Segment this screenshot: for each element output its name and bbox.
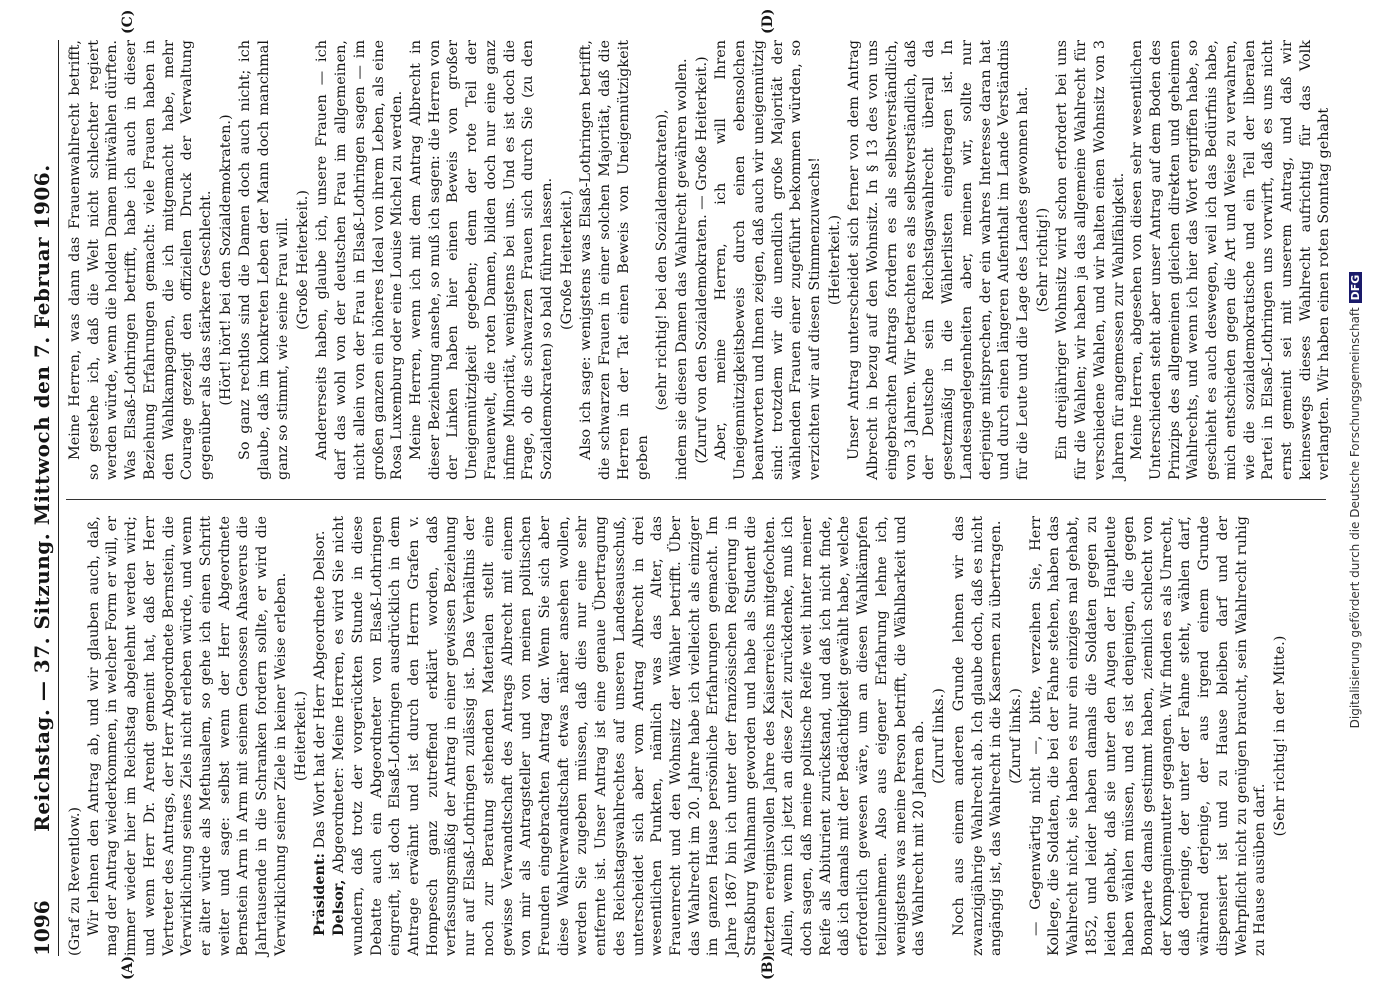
paragraph-text: Das Wort hat der Herr Abgeordnete Delsor.	[312, 530, 329, 849]
speaker-label: Delsor,	[330, 879, 348, 936]
margin-marker-c: (C)	[120, 9, 136, 34]
paragraph-text: Abgeordneter: Meine Herren, es wird Sie nicht wundern, daß trotz der vorgerückten Stunde in diese Debatte auch ein Abgeordneter von Elsaß-Lothringen eingreift, ist doch Elsaß-Lothringen ausdrücklich in dem Antrage erwähnt und ist durch den Herrn Grafen v. Hompesch ganz zutreffend erklärt worden, daß verfassungsmäßig der Antrag in einer gewissen Beziehung nur auf Elsaß-Lothringen zulässig ist. Das Verhältnis der noch zur Beratung stehenden Materialen stellt eine gewisse Verwandtschaft des Antrags Albrecht mit einem von mir als Antragsteller und von meinen politischen Freunden eingebrachten Antrag dar. Wenn Sie sich aber diese Wahlverwandtschaft etwas näher ansehen wollen, werden Sie zugeben müssen, daß dies nur eine sehr entfernte ist. Unser Antrag ist eine genaue Übertragung des Reichstagswahlrechtes auf unseren Landesausschuß, unterscheidet sich aber vom Antrag Albrecht in drei wesentlichen Punkten, nämlich was das Alter, das Frauenrecht und den Wohnsitz der Wähler betrifft. Über das Wahlrecht im 20. Jahre habe ich vielleicht als einziger im ganzen Hause persönliche Erfahrungen gemacht. Im Jahre 1867 bin ich unter der französischen Regierung in Straßburg Wahlmann geworden und habe als Student die letzten ereignisvollen Jahre des Kaiserreichs mitgefochten. Allein, wenn ich jetzt an diese Zeit zurückdenke, muß ich doch sagen, daß meine politische Reife weit hinter meiner Reife als Abiturient zurückstand, und daß ich nicht finde, daß ich damals mit der Bedächtigkeit gewählt habe, welche erforderlich gewesen wäre, um an diesen Wahlkämpfen teilzunehmen. Also aus eigener Erfahrung lehne ich, wenigstens was meine Person betrifft, die Wählbarkeit und das Wahlrecht mit 20 Jahren ab.	[331, 516, 928, 956]
paragraph: Wir lehnen den Antrag ab, und wir glauben auch, daß, mag der Antrag wiederkommen, in welcher Form er will, er immer wieder hier im Reichstag abgelehnt werden wird; und wenn Herr Dr. Arendt gemeint hat, daß der Herr Vertreter des Antrags, der Herr Abgeordnete Bernstein, die Verwirklichung seines Ziels nicht erleben würde, und wenn er älter würde als Methusalem, so gehe ich einen Schritt weiter und sage: selbst wenn der Herr Abgeordnete Bernstein Arm in Arm mit seinem Genossen Ahasverus die Jahrtausende in die Schranken fordern sollte, er wird die Verwirklichung seiner Ziele in keiner Weise erleben.	[85, 516, 289, 956]
president-paragraph	[311, 516, 330, 956]
footer-text: Digitalisierung gefördert durch die Deutsche Forschungsgemeinschaft	[1348, 307, 1362, 729]
paragraph: Aber, meine Herren, ich will Ihren Uneigennützigkeitsbeweis durch einen ebensolchen beantworten und Ihnen zeigen, daß auch wir uneigennützig sind: trotzdem wir die unendlich große Majorität der wählenden Frauen einer zugeführt bekommen würden, so verzichten wir auf diesen Stimmenzuwachs!	[713, 40, 824, 480]
column-divider	[66, 499, 1326, 500]
paragraph: Meine Herren, wenn ich mit dem Antrag Albrecht in dieser Beziehung ansehe, so muß ich sagen: die Herren von der Linken haben hier einen Beweis von großer Uneigennützigkeit gegeben; denn der rote Teil der Frauenwelt, die roten Damen, bilden doch nur eine ganz infime Minorität, wenigstens bei uns. Und es ist doch die Frage, ob die schwarzen Frauen sich durch Sie (zu den Sozialdemokraten) so bald führen lassen.	[407, 40, 555, 480]
left-column	[66, 516, 1291, 956]
paragraph: indem sie diesen Damen das Wahlrecht gewähren wollen.	[674, 58, 690, 480]
paragraph: Meine Herren, was dann das Frauenwahlrecht betrifft, so gestehe ich, daß die Welt nicht schlechter regiert werden würde, wenn die holden Damen mitwählen dürften. Was Elsaß-Lothringen betrifft, habe ich auch in dieser Beziehung Erfahrungen gemacht: viele Frauen haben in den Wahlkampagnen, die ich mitgemacht habe, mehr Courage gezeigt den offiziellen Druck der Verwaltung gegenüber als das stärkere Geschlecht.	[67, 40, 215, 480]
interjection: (Heiterkeit.)	[826, 214, 843, 306]
paragraph: Noch aus einem anderen Grunde lehnen wir das zwanzigjährige Wahlrecht ab. Ich glaube doch, daß es nicht angängig ist, das Wahlrecht in die Kasernen zu übertragen.	[950, 516, 1005, 956]
session-title: Reichstag. — 37. Sitzung. Mittwoch den 7. Februar 1906.	[30, 164, 54, 832]
delsor-paragraph	[330, 516, 929, 956]
dfg-logo: DFG	[1349, 272, 1362, 304]
page-number: 1096	[30, 900, 54, 956]
right-column	[66, 40, 1334, 480]
interjection: (Große Heiterkeit.)	[294, 190, 311, 331]
interjection: (Zuruf links.)	[1007, 688, 1024, 784]
page-header	[18, 40, 59, 956]
margin-marker-b: (B)	[760, 954, 776, 980]
interjection: (Hört! hört! bei den Sozialdemokraten.)	[217, 114, 234, 406]
paragraph: Andererseits haben, glaube ich, unsere Frauen — ich darf das wohl von der deutschen Frau im allgemeinen, nicht allein von der Frau in Elsaß-Lothringen sagen — im großen ganzen ein höheres Ideal von ihrem Leben, als eine Rosa Luxemburg oder eine Louise Michel zu werden.	[314, 40, 406, 480]
interjection: (Sehr richtig! in der Mitte.)	[1272, 635, 1288, 837]
interjection: (Zuruf links.)	[931, 688, 948, 784]
interjection: (Sehr richtig!)	[1034, 207, 1051, 313]
paragraph: Ein dreijähriger Wohnsitz wird schon erfordert bei uns für die Wahlen; wir haben ja das allgemeine Wahlrecht für verschiedene Wahlen, und wir halten einen Wohnsitz von 3 Jahren für angemessen zur Wahlfähigkeit.	[1054, 40, 1127, 480]
interjection: (sehr richtig! bei den Sozialdemokraten),	[654, 109, 671, 411]
margin-marker-d: (D)	[760, 8, 776, 34]
margin-marker-a: (A)	[120, 955, 136, 980]
paragraph: So ganz rechtlos sind die Damen doch auch nicht; ich glaube, daß im konkreten Leben der Mann doch manchmal ganz so stimmt, wie seine Frau will.	[237, 40, 291, 480]
paragraph: Meine Herren, abgesehen von diesen sehr wesentlichen Unterschieden steht aber unser Antrag auf dem Boden des Prinzips des allgemeinen gleichen direkten und geheimen Wahlrechts, und wenn ich hier das Wort ergriffen habe, so geschieht es auch deswegen, weil ich das Bedürfnis habe, mich entschieden gegen die Art und Weise zu verwahren, wie die sozialdemokratische und ein Teil der liberalen Partei in Elsaß-Lothringen uns vorwirft, daß es uns nicht ernst gemeint sei mit unserem Antrag, und daß wir keineswegs dieses Wahlrecht aufrichtig für das Volk verlangten. Wir haben einen roten Sonntag gehabt	[1129, 40, 1333, 480]
speaker-note: (Graf zu Reventlow.)	[67, 806, 83, 956]
interjection: (Heiterkeit.)	[292, 690, 309, 782]
interjection: (Zuruf von den Sozialdemokraten. — Große Heiterkeit.)	[693, 56, 710, 464]
paragraph: Also ich sage: wenigstens was Elsaß-Lothringen betrifft, die schwarzen Frauen in einer solchen Majorität, daß die Herren in der Tat einen Beweis von Uneigennützigkeit geben	[578, 40, 651, 480]
dfg-footer	[1348, 0, 1362, 1000]
interjection: (Große Heiterkeit.)	[558, 190, 575, 331]
paragraph: — Gegenwärtig nicht —, bitte, verzeihen Sie, Herr Kollege, die Soldaten, die bei der Fahne stehen, haben das Wahlrecht nicht, sie haben es nur ein einziges mal gehabt, 1852, und leider haben damals die Soldaten gegen zu leiden gehabt, daß sie unter den Augen der Hauptleute haben wählen müssen, und es ist denjenigen, die gegen Bonaparte damals gestimmt haben, ziemlich schlecht von der Kompagniemutter gegangen. Wir finden es als Unrecht, daß derjenige, der unter der Fahne steht, wählen darf, während derjenige, der aus irgend einem Grunde dispensiert ist und zu Hause bleiben darf und der Wehrpflicht nicht zu genügen braucht, sein Wahlrecht ruhig zu Hause ausüben darf.	[1027, 516, 1269, 956]
speaker-label: Präsident:	[311, 853, 329, 936]
paragraph: Unser Antrag unterscheidet sich ferner von dem Antrag Albrecht in bezug auf den Wohnsitz. In § 13 des von uns eingebrachten Antrags fordern es als selbstverständlich, von 3 Jahren. Wir betrachten es als selbstverständlich, daß der Deutsche sein Reichstagswahlrecht überall da gesetzmäßig in die Wählerlisten eingetragen ist. In Landesangelegenheiten aber, meinen wir, sollte nur derjenige mitsprechen, der ein wahres Interesse daran hat und durch einen längeren Aufenthalt im Lande Verständnis für die Leute und die Lage des Landes gewonnen hat.	[846, 40, 1031, 480]
